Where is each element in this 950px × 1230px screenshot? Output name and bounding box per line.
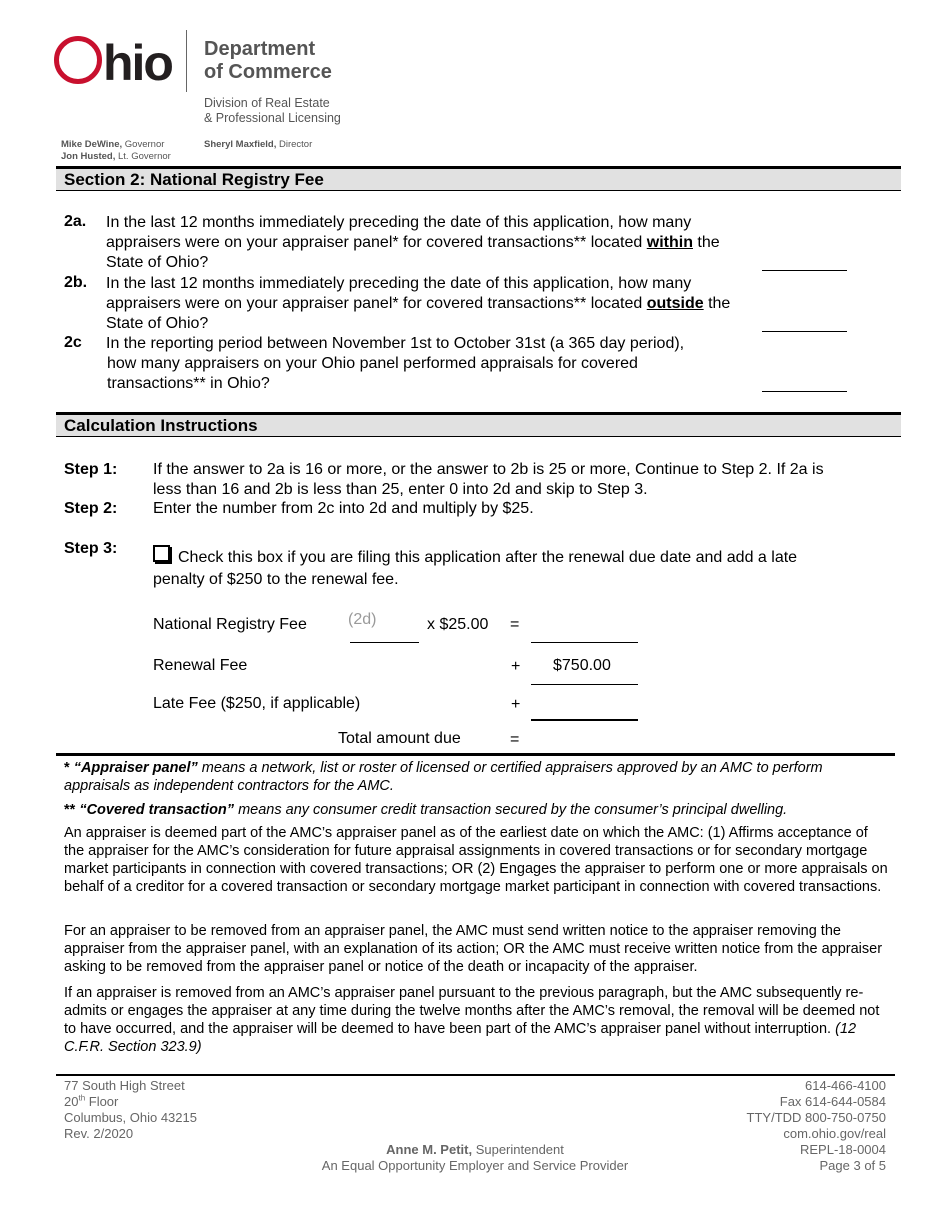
2d-input-field[interactable] [350,642,419,643]
question-2c-text: In the reporting period between November 1st to October 31st (a 365 day period), how many appraisers on your Ohio panel performed appraisals for covered transactions** in Ohio? [106,335,685,392]
question-2b-number: 2b. [64,274,88,291]
renewal-fee-label: Renewal Fee [153,657,248,674]
footnote-appraiser-panel: * “Appraiser panel” means a network, list or roster of licensed or certified appraisers approved by an AMC to perform appraisals as independent contractors for the AMC. [64,760,823,794]
total-equals: = [510,731,520,748]
director: Sheryl Maxfield, Director [204,139,313,150]
nrf-multiplier: x $25.00 [427,616,489,633]
footnotes-divider [56,753,895,756]
step-2-label: Step 2: [64,500,118,517]
national-registry-fee-label: National Registry Fee [153,616,307,633]
step-2-text: Enter the number from 2c into 2d and multiply by $25. [153,500,534,517]
question-2a-number: 2a. [64,213,87,230]
appraiser-panel-paragraph-2: For an appraiser to be removed from an appraiser panel, the AMC must send written notice to the appraiser removing the appraiser from the appraiser panel, with an explanation of its action; OR the AMC must receive written notice from the appraiser asking to be removed from the appraiser panel or notice of the death or incapacity of the appraiser. [64,923,883,975]
nrf-equals: = [510,616,520,633]
nrf-total-field[interactable] [531,642,638,643]
appraiser-panel-paragraph-1: An appraiser is deemed part of the AMC’s appraiser panel as of the earliest date on which the AMC: (1) Affirms acceptance of the appraiser for the AMC’s consideration for future appraisal assignments in covered transactions or for secondary mortgage market participants in connection with covered transactions; OR (2) Engages the appraiser to perform one or more appraisals on behalf of a creditor for a covered transaction or secondary mortgage market participant in connection with covered transactions. [64,825,888,895]
ohio-logo: hio [54,34,172,92]
question-2c-number: 2c [64,334,82,351]
footer-divider [56,1074,895,1076]
2d-placeholder: (2d) [348,611,377,628]
logo-divider [186,30,187,92]
division-name: Division of Real Estate & Professional Licensing [204,96,341,125]
calculation-instructions-title: Calculation Instructions [56,412,901,437]
total-amount-label: Total amount due [338,730,461,747]
renewal-fee-value: $750.00 [553,657,611,674]
question-2a-text: In the last 12 months immediately preceding the date of this application, how many appraisers were on your appraiser panel* for covered transactions** located within the State of Ohio? [106,214,720,271]
late-fee-plus: + [511,696,521,713]
officials: Mike DeWine, Governor Jon Husted, Lt. Governor [61,139,171,162]
answer-2b-field[interactable] [762,331,847,332]
footer-superintendent: Anne M. Petit, Superintendent An Equal Opportunity Employer and Service Provider [321,1142,629,1173]
ohio-logo-o-mark [54,36,102,84]
late-filing-checkbox[interactable] [153,545,170,562]
late-fee-label: Late Fee ($250, if applicable) [153,695,361,712]
footnote-covered-transaction: ** “Covered transaction” means any consumer credit transaction secured by the consumer’s principal dwelling. [64,802,788,818]
department-name: Department of Commerce [204,38,332,83]
step-1-text: If the answer to 2a is 16 or more, or the answer to 2b is 25 or more, Continue to Step 2. If 2a is less than 16 and 2b is less than 25, enter 0 into 2d and skip to Step 3. [153,461,824,498]
appraiser-panel-paragraph-3: If an appraiser is removed from an AMC’s appraiser panel pursuant to the previous paragraph, but the AMC subsequently re-admits or engages the appraiser at any time during the twelve months after the AMC’s removal, the removal will be deemed not to have occurred, and the appraiser will be deemed to have been part of the AMC’s appraiser panel without interruption. (12 C.F.R. Section 323.9) [64,985,880,1055]
answer-2c-field[interactable] [762,391,847,392]
renewal-fee-underline [531,684,638,685]
step-3-text: Check this box if you are filing this application after the renewal due date and add a late penalty of $250 to the renewal fee. [153,545,838,591]
step-3-label: Step 3: [64,540,118,557]
question-2b-text: In the last 12 months immediately preceding the date of this application, how many appraisers were on your appraiser panel* for covered transactions** located outside the State of Ohio? [106,275,731,332]
renewal-plus: + [511,658,521,675]
answer-2a-field[interactable] [762,270,847,271]
step-1-label: Step 1: [64,461,118,478]
section-2-title: Section 2: National Registry Fee [56,166,901,191]
footer-contact: 614-466-4100 Fax 614-644-0584 TTY/TDD 800-750-0750 com.ohio.gov/real REPL-18-0004 Page 3 of 5 [746,1078,886,1173]
late-fee-field[interactable] [531,719,638,721]
footer-address: 77 South High Street 20th Floor Columbus, Ohio 43215 Rev. 2/2020 [64,1078,197,1141]
